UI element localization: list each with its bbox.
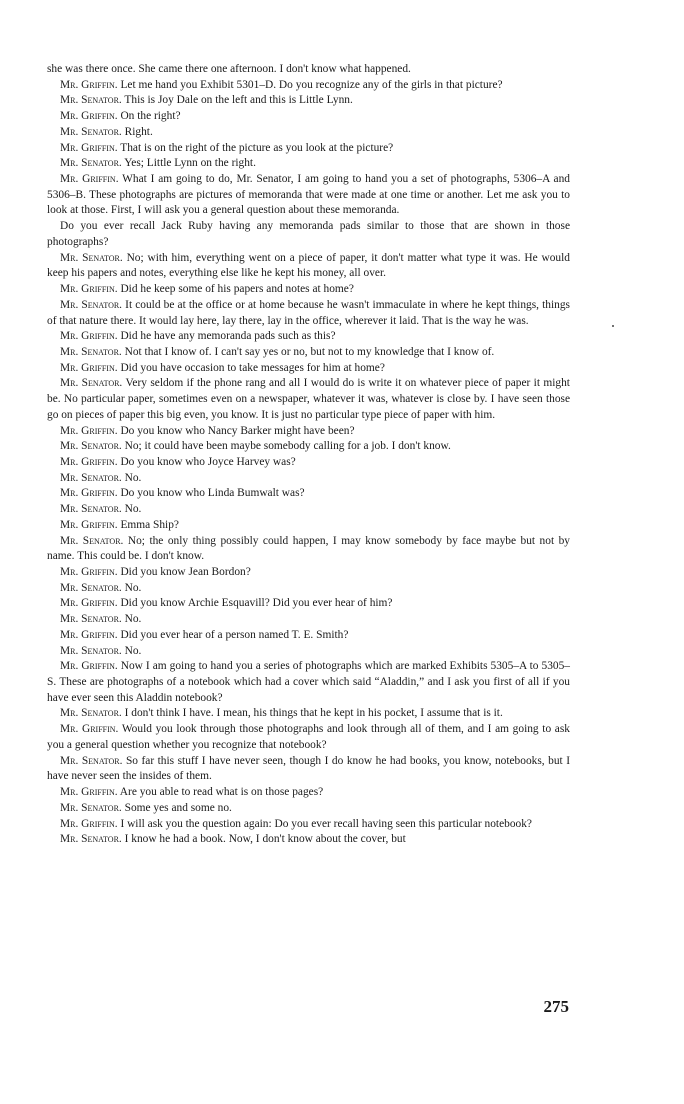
paragraph-text: Very seldom if the phone rang and all I would do is write it on whatever piece of paper it might be. No particular paper, sometimes even on a newspaper, whatever it was, whatever is close by. I have seen those go on pieces of paper this big even, you know. It is just no particular type piece of paper with him. bbox=[47, 377, 570, 421]
paragraph-text: I will ask you the question again: Do you ever recall having seen this particular notebook? bbox=[120, 817, 532, 830]
transcript-paragraph bbox=[47, 706, 570, 722]
transcript-paragraph bbox=[47, 455, 570, 471]
speaker-label: Mr. Senator. bbox=[60, 471, 122, 484]
transcript-paragraph bbox=[47, 172, 570, 219]
transcript-paragraph bbox=[47, 282, 570, 298]
transcript-paragraph bbox=[47, 93, 570, 109]
transcript-paragraph bbox=[47, 376, 570, 423]
transcript-paragraph bbox=[47, 801, 570, 817]
transcript-paragraph bbox=[47, 62, 570, 78]
paragraph-text: On the right? bbox=[120, 110, 181, 123]
transcript-paragraph bbox=[47, 141, 570, 157]
speaker-label: Mr. Griffin. bbox=[60, 597, 118, 610]
transcript-paragraph bbox=[47, 109, 570, 125]
paragraph-text: Right. bbox=[124, 125, 153, 138]
transcript-paragraph bbox=[47, 817, 570, 833]
transcript-paragraph bbox=[47, 518, 570, 534]
speaker-label: Mr. Senator. bbox=[60, 345, 122, 358]
paragraph-text: Do you ever recall Jack Ruby having any memoranda pads similar to those that are shown in those photographs? bbox=[47, 220, 570, 248]
paragraph-text: Did you know Archie Esquavill? Did you ever hear of him? bbox=[120, 597, 393, 610]
speaker-label: Mr. Griffin. bbox=[60, 660, 118, 673]
speaker-label: Mr. Griffin. bbox=[60, 518, 118, 531]
paragraph-text: Some yes and some no. bbox=[124, 801, 232, 814]
paragraph-text: No. bbox=[124, 613, 142, 626]
transcript-paragraph bbox=[47, 125, 570, 141]
speaker-label: Mr. Griffin. bbox=[60, 173, 119, 186]
paragraph-text: she was there once. She came there one afternoon. I don't know what happened. bbox=[47, 63, 411, 75]
speaker-label: Mr. Griffin. bbox=[60, 487, 118, 500]
transcript-paragraph bbox=[47, 345, 570, 361]
paragraph-text: Did he have any memoranda pads such as this? bbox=[120, 330, 336, 343]
transcript-paragraph bbox=[47, 612, 570, 628]
transcript-paragraph bbox=[47, 754, 570, 785]
transcript-paragraph bbox=[47, 785, 570, 801]
speaker-label: Mr. Senator. bbox=[60, 157, 122, 170]
paragraph-text: Do you know who Nancy Barker might have been? bbox=[120, 424, 355, 437]
paragraph-text: Do you know who Linda Bumwalt was? bbox=[120, 487, 305, 500]
speaker-label: Mr. Griffin. bbox=[60, 141, 118, 154]
speaker-label: Mr. Senator. bbox=[60, 707, 122, 720]
paragraph-text: Yes; Little Lynn on the right. bbox=[124, 157, 256, 170]
stray-mark bbox=[612, 325, 614, 327]
transcript-paragraph bbox=[47, 486, 570, 502]
paragraph-text: No. bbox=[124, 503, 142, 516]
paragraph-text: I know he had a book. Now, I don't know about the cover, but bbox=[124, 833, 406, 846]
paragraph-text: No; the only thing possibly could happen, I may know somebody by face maybe but not by name. This could be. I don't know. bbox=[47, 534, 570, 563]
speaker-label: Mr. Senator. bbox=[60, 125, 122, 138]
paragraph-text: Not that I know of. I can't say yes or no, but not to my knowledge that I know of. bbox=[124, 345, 495, 358]
paragraph-text: Are you able to read what is on those pages? bbox=[119, 786, 324, 799]
paragraph-text: Did you ever hear of a person named T. E. Smith? bbox=[120, 628, 349, 641]
paragraph-text: No; with him, everything went on a piece of paper, it don't matter what type it was. He would keep his papers and notes, everything else like he kept his money, all over. bbox=[47, 251, 570, 280]
paragraph-text: It could be at the office or at home because he wasn't immaculate in where he kept things, things of that nature there. It would lay here, lay there, lay in the office, wherever it laid. That is the way he was. bbox=[47, 298, 570, 327]
paragraph-text: So far this stuff I have never seen, though I do know he had books, you know, notebooks, but I have never seen the insides of them. bbox=[47, 754, 570, 783]
paragraph-text: No. bbox=[124, 581, 142, 594]
speaker-label: Mr. Griffin. bbox=[60, 817, 118, 830]
speaker-label: Mr. Senator. bbox=[60, 581, 122, 594]
speaker-label: Mr. Griffin. bbox=[60, 330, 118, 343]
transcript-paragraph bbox=[47, 644, 570, 660]
paragraph-text: What I am going to do, Mr. Senator, I am going to hand you a set of photographs, 5306–A and 5306–B. These photographs are pictures of memoranda that were made at one time or another. Let me ask you to look at those. First, I will ask you a general question about these memoranda. bbox=[47, 173, 570, 217]
transcript-paragraph bbox=[47, 471, 570, 487]
paragraph-text: Emma Ship? bbox=[120, 518, 179, 531]
speaker-label: Mr. Griffin. bbox=[60, 110, 118, 123]
speaker-label: Mr. Griffin. bbox=[60, 566, 118, 578]
paragraph-text: Did you know Jean Bordon? bbox=[120, 566, 251, 578]
speaker-label: Mr. Griffin. bbox=[60, 78, 118, 91]
paragraph-text: Would you look through those photographs and look through all of them, and I am going to ask you a general question whether you recognize that notebook? bbox=[47, 723, 570, 751]
paragraph-text: I don't think I have. I mean, his things that he kept in his pocket, I assume that is it. bbox=[124, 707, 503, 720]
transcript-paragraph bbox=[47, 534, 570, 565]
speaker-label: Mr. Griffin. bbox=[60, 361, 118, 374]
transcript-paragraph bbox=[47, 659, 570, 706]
transcript-paragraph bbox=[47, 832, 570, 848]
speaker-label: Mr. Senator. bbox=[60, 94, 122, 107]
paragraph-text: Now I am going to hand you a series of photographs which are marked Exhibits 5305–A to 5305–S. These are photographs of a notebook which had a cover which said “Aladdin,” and I ask you first of all if you have ever seen this Aladdin notebook? bbox=[47, 660, 570, 704]
paragraph-text: No; it could have been maybe somebody calling for a job. I don't know. bbox=[124, 440, 451, 453]
speaker-label: Mr. Griffin. bbox=[60, 723, 119, 736]
paragraph-text: No. bbox=[124, 471, 142, 484]
speaker-label: Mr. Senator. bbox=[60, 534, 124, 547]
transcript-page bbox=[47, 62, 570, 848]
transcript-paragraph bbox=[47, 251, 570, 282]
paragraph-text: That is on the right of the picture as you look at the picture? bbox=[120, 141, 394, 154]
speaker-label: Mr. Senator. bbox=[60, 754, 123, 767]
paragraph-text: No. bbox=[124, 644, 142, 657]
paragraph-text: Did you have occasion to take messages for him at home? bbox=[120, 361, 385, 374]
transcript-paragraph bbox=[47, 329, 570, 345]
speaker-label: Mr. Senator. bbox=[60, 440, 122, 453]
transcript-paragraph bbox=[47, 439, 570, 455]
transcript-paragraph bbox=[47, 156, 570, 172]
speaker-label: Mr. Senator. bbox=[60, 503, 122, 516]
transcript-paragraph bbox=[47, 78, 570, 94]
paragraph-text: This is Joy Dale on the left and this is Little Lynn. bbox=[124, 94, 353, 107]
paragraph-text: Did he keep some of his papers and notes at home? bbox=[120, 283, 354, 296]
transcript-paragraph bbox=[47, 596, 570, 612]
speaker-label: Mr. Griffin. bbox=[60, 455, 118, 468]
speaker-label: Mr. Griffin. bbox=[60, 424, 118, 437]
transcript-paragraph bbox=[47, 424, 570, 440]
speaker-label: Mr. Griffin. bbox=[60, 283, 118, 296]
speaker-label: Mr. Senator. bbox=[60, 644, 122, 657]
transcript-paragraph bbox=[47, 565, 570, 581]
page-number: 275 bbox=[543, 997, 569, 1016]
speaker-label: Mr. Senator. bbox=[60, 377, 123, 390]
transcript-paragraph bbox=[47, 722, 570, 753]
speaker-label: Mr. Griffin. bbox=[60, 628, 118, 641]
transcript-paragraph bbox=[47, 628, 570, 644]
speaker-label: Mr. Griffin. bbox=[60, 786, 118, 799]
transcript-paragraph bbox=[47, 298, 570, 329]
paragraph-text: Do you know who Joyce Harvey was? bbox=[120, 455, 296, 468]
paragraph-text: Let me hand you Exhibit 5301–D. Do you recognize any of the girls in that picture? bbox=[120, 78, 503, 91]
speaker-label: Mr. Senator. bbox=[60, 251, 123, 264]
speaker-label: Mr. Senator. bbox=[60, 613, 122, 626]
speaker-label: Mr. Senator. bbox=[60, 833, 122, 846]
transcript-paragraph bbox=[47, 361, 570, 377]
transcript-paragraph bbox=[47, 502, 570, 518]
speaker-label: Mr. Senator. bbox=[60, 801, 122, 814]
speaker-label: Mr. Senator. bbox=[60, 298, 123, 311]
transcript-paragraph bbox=[47, 219, 570, 250]
transcript-paragraph bbox=[47, 581, 570, 597]
